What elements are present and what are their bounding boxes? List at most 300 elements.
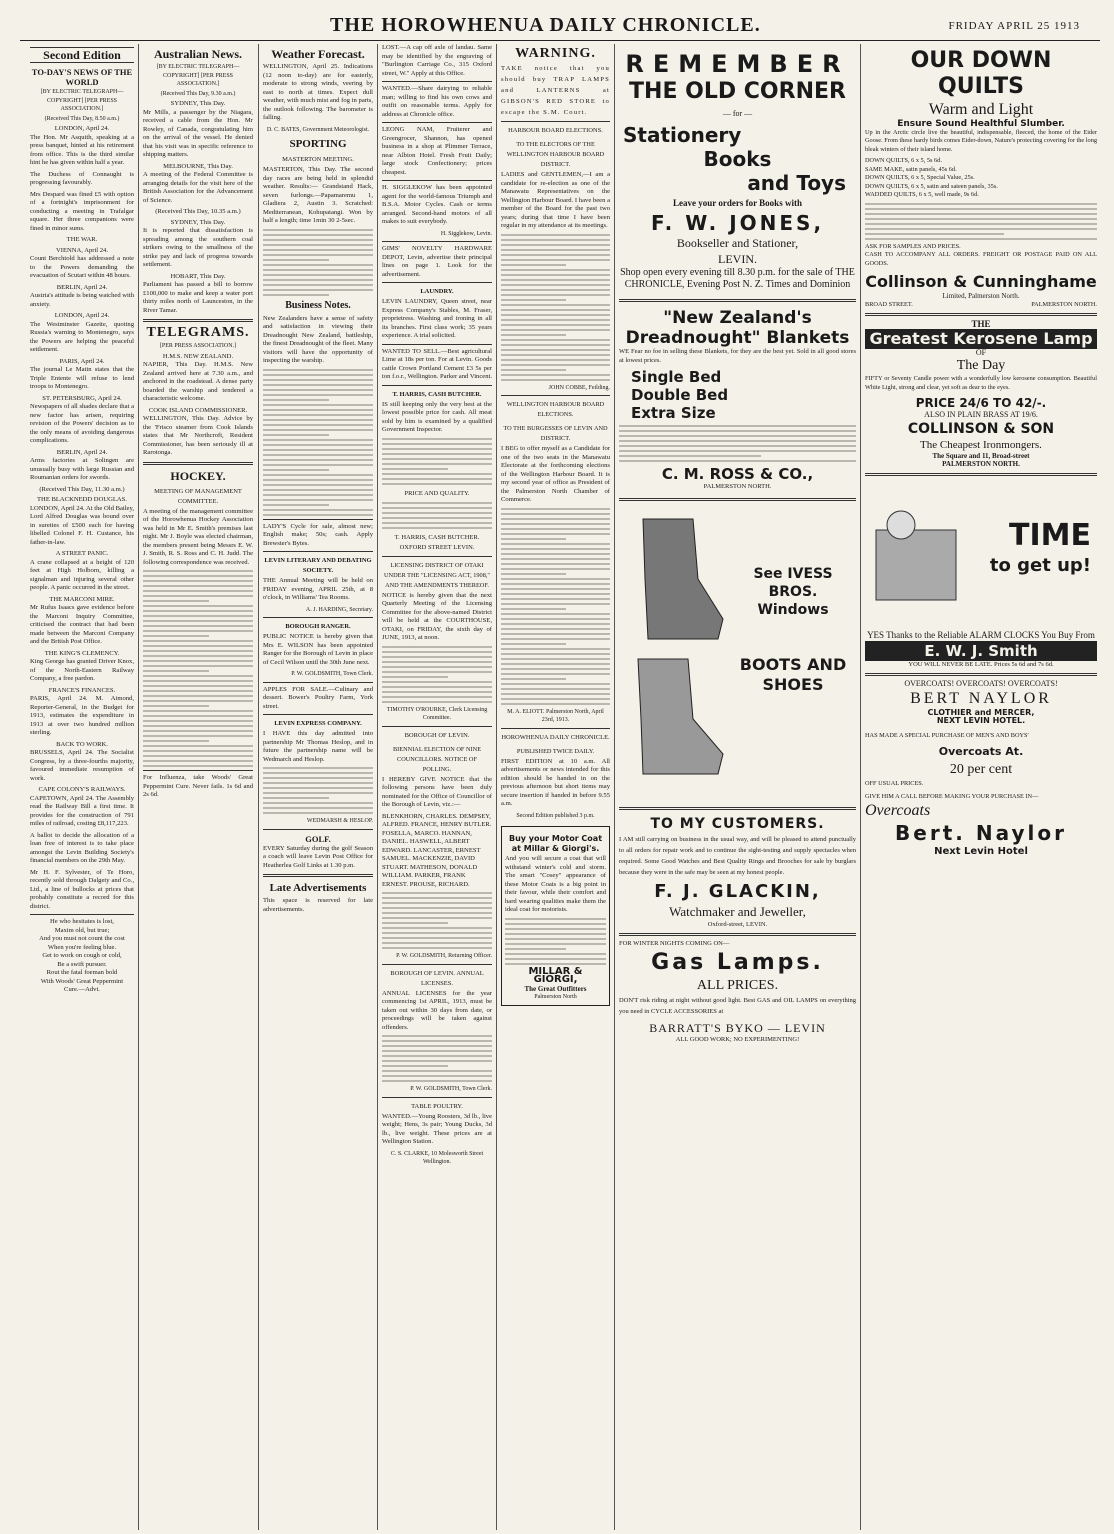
text-line-placeholder xyxy=(501,364,610,366)
text-line-placeholder xyxy=(501,683,610,685)
text-line-placeholder xyxy=(143,745,253,747)
text-line-placeholder xyxy=(143,720,253,722)
text-line-placeholder xyxy=(382,671,492,673)
borough-body: I HEREBY GIVE NOTICE that the following persons have been duly nominated for the Office of Councillor of the Borough of Levin, viz.:— xyxy=(382,775,492,808)
text-line-placeholder xyxy=(501,608,566,610)
laundry-body: LEVIN LAUNDRY, Queen street, near Express Company's Stables, M. Fraser, proprietress. Washing and ironing in all its branches. First class work; 35 years experience. A trial solicited. xyxy=(382,298,492,339)
text-line-placeholder xyxy=(263,424,373,426)
text-line-placeholder xyxy=(501,244,610,246)
text-line-placeholder xyxy=(263,449,373,451)
text-line-placeholder xyxy=(382,448,492,450)
the-day-label: The Day xyxy=(956,358,1006,373)
poem-line: He who hesitates is lost, xyxy=(50,918,114,925)
text-line-placeholder xyxy=(382,527,492,529)
single-bed-label: Single Bed xyxy=(631,368,722,386)
clothier-label: CLOTHIER and MERCER, xyxy=(927,707,1035,717)
text-line-placeholder xyxy=(501,513,610,515)
harbour2-heading: WELLINGTON HARBOUR BOARD ELECTIONS. xyxy=(506,401,605,418)
text-line-placeholder xyxy=(382,468,448,470)
item-dateline: SYDNEY, This Day. xyxy=(170,218,226,226)
text-line-placeholder xyxy=(143,755,253,757)
text-line-placeholder xyxy=(501,543,610,545)
text-line-placeholder xyxy=(263,269,373,271)
text-line-placeholder xyxy=(263,284,373,286)
text-line-placeholder xyxy=(501,623,610,625)
leave-orders: Leave your orders for Books with xyxy=(673,197,802,208)
text-line-placeholder xyxy=(143,705,209,707)
harbour2-body: I BEG to offer myself as a Candidate for one of the two seats in the Manawatu Electorate at the forthcoming elections of the Wellington Harbour Board. It is my second year of office as President of the Palmerston North Chamber of Commerce. xyxy=(501,445,610,503)
text-line-placeholder xyxy=(263,234,373,236)
warning-heading: WARNING. xyxy=(515,46,596,61)
blankets-heading: "New Zealand's Dreadnought" Blankets xyxy=(625,308,850,348)
text-line-placeholder xyxy=(505,963,606,965)
item-dateline: LONDON, April 24. xyxy=(54,312,110,319)
text-line-placeholder xyxy=(143,635,209,637)
quilt-price-line: DOWN QUILTS, 6 x 5, 5s 6d. xyxy=(865,157,942,164)
text-line-placeholder xyxy=(382,701,492,703)
apples-advert: APPLES FOR SALE.—Culinary and dessert. Bower's Poultry Farm, York street. xyxy=(263,685,373,710)
overcoats-at: Overcoats At. xyxy=(938,745,1024,758)
item-body: Mr Rufus Isaacs gave evidence before the Marconi Inquiry Committee, criticised the contract that had been made between the Marconi Company and the British Post Office. xyxy=(30,604,134,645)
item-body: CAPETOWN, April 24. The Assembly read the Railway Bill a first time. It provides for the construction of 791 miles of railroad, costing £8,117,223. xyxy=(30,794,134,827)
text-line-placeholder xyxy=(501,558,610,560)
column-rule xyxy=(258,44,259,1530)
column-rule xyxy=(496,44,497,1530)
jones-name: F. W. JONES, xyxy=(650,211,825,235)
weather-heading: Weather Forecast. xyxy=(271,47,365,61)
boots-advert xyxy=(619,505,856,803)
purchase-label: HAS MADE A SPECIAL PURCHASE OF MEN'S AND BOYS' xyxy=(865,731,1029,739)
text-line-placeholder xyxy=(263,459,373,461)
text-line-placeholder xyxy=(501,379,610,381)
sigglekow-signature: H. Sigglekow, Levin. xyxy=(440,230,492,237)
text-line-placeholder xyxy=(143,750,253,752)
licensing-heading: LICENSING DISTRICT OF OTAKI UNDER THE "LICENSING ACT, 1908," AND THE AMENDMENTS THEREOF. xyxy=(383,561,490,589)
text-filler xyxy=(263,369,373,516)
ensure-slumber: Ensure Sound Healthful Slumber. xyxy=(897,119,1065,129)
byline: [BY ELECTRIC TELEGRAPH—COPYRIGHT] [PER PRESS ASSOCIATION.] xyxy=(156,64,240,87)
golf-body: EVERY Saturday during the golf Season a coach will leave Levin Post Office for Heatherlea Golf Links at 1.30 p.m. xyxy=(263,844,373,869)
business-heading: Business Notes. xyxy=(285,299,351,311)
item-dateline: LONDON, April 24. xyxy=(54,125,110,132)
text-line-placeholder xyxy=(501,349,610,351)
text-line-placeholder xyxy=(263,777,373,779)
chronicle-body: FIRST EDITION at 10 a.m. All advertisements or news intended for this edition should be handed in on the previous afternoon but short items may secure insertion if handed in before 9.55 a.m. xyxy=(501,757,610,807)
byline: [BY ELECTRIC TELEGRAPH—COPYRIGHT] [PER PRESS ASSOCIATION.] xyxy=(40,89,124,112)
text-line-placeholder xyxy=(382,917,492,919)
poem-line: Cure.—Advt. xyxy=(64,986,100,993)
never-late: YOU WILL NEVER BE LATE. Prices 5s 6d and 7s 6d. xyxy=(908,660,1054,668)
item-body: Mr H. F. Sylvester, of Te Horo, recently sold through Dalgety and Co., Ltd., a line of bullocks at prices that probably constitute a record for this district. xyxy=(30,868,134,910)
item-body: A meeting of the Federal Committee is arranging details for the visit here of the British Association for the Advancement of Science. xyxy=(143,171,253,204)
text-line-placeholder xyxy=(143,715,253,717)
text-line-placeholder xyxy=(505,933,606,935)
of-label: OF xyxy=(975,347,987,357)
column-rule xyxy=(377,44,378,1530)
text-line-placeholder xyxy=(382,512,492,514)
text-line-placeholder xyxy=(382,661,492,663)
text-filler xyxy=(382,502,492,529)
text-line-placeholder xyxy=(263,414,373,416)
price-quality: PRICE AND QUALITY. xyxy=(404,489,470,497)
square-address: The Square and 11, Broad-street xyxy=(932,451,1030,460)
samples-label: ASK FOR SAMPLES AND PRICES. xyxy=(865,242,961,250)
text-line-placeholder xyxy=(263,474,373,476)
item-dateline: HOBART, This Day. xyxy=(170,272,226,280)
leong-nam-advert: LEONG NAM, Fruiterer and Greengrocer, Shannon, has opened business in a shop at Plimmer Terrace, near Albion Hotel. Fresh Fruit Daily; large stock Confectionery; prices cheapest. xyxy=(382,126,492,176)
item-dateline: CAPE COLONY'S RAILWAYS. xyxy=(38,786,126,793)
text-line-placeholder xyxy=(143,600,209,602)
item-body: A ballot to decide the allocation of a loan free of interest is to take place amongst the Levin Building Society's financial members on the 29th May. xyxy=(30,831,134,864)
text-line-placeholder xyxy=(263,249,373,251)
annual-body: ANNUAL LICENSES for the year commencing 1st APRIL, 1913, must be taken out within 30 days from date, or proceedings will be taken against offenders. xyxy=(382,989,492,1031)
text-line-placeholder xyxy=(143,765,253,767)
text-line-placeholder xyxy=(382,1035,492,1037)
item-body: The Hon. Mr Asquith, speaking at a press banquet, hinted at his retirement from office. This is the third similar hint he has given within half a year. xyxy=(30,133,134,166)
glackin-place: Oxford-street, LEVIN. xyxy=(707,920,768,928)
text-line-placeholder xyxy=(501,264,566,266)
jones-sub: Bookseller and Stationer, xyxy=(676,236,799,250)
item-body: The Duchess of Connaught is progressing favourably. xyxy=(30,170,134,186)
text-line-placeholder xyxy=(382,902,492,904)
text-line-placeholder xyxy=(143,650,253,652)
text-line-placeholder xyxy=(382,483,492,485)
text-line-placeholder xyxy=(263,429,373,431)
text-line-placeholder xyxy=(501,254,610,256)
text-line-placeholder xyxy=(505,958,606,960)
business-body: New Zealanders have a sense of safety and satisfaction in viewing their Dreadnought New Zealand, battleship, the finest Dreadnought of the fleet. Many visitors will have the opportunity of inspecting the warship. xyxy=(263,314,373,364)
text-line-placeholder xyxy=(501,369,566,371)
text-line-placeholder xyxy=(865,218,1097,220)
poultry-heading: TABLE POULTRY. xyxy=(411,1102,463,1110)
text-filler xyxy=(382,646,492,703)
text-line-placeholder xyxy=(143,570,253,572)
column-rule xyxy=(860,44,861,1530)
text-line-placeholder xyxy=(865,208,1097,210)
text-line-placeholder xyxy=(143,640,253,642)
news-items xyxy=(143,100,253,315)
column-rule xyxy=(138,44,139,1530)
poem-line: Rout the fatal foeman bold xyxy=(46,969,118,976)
text-line-placeholder xyxy=(501,289,610,291)
gas-body: DON'T risk riding at night without good light. Best GAS and OIL LAMPS on everything you need in CYCLE ACCESSORIES at xyxy=(619,996,856,1015)
column-right-advertisements xyxy=(865,44,1097,1530)
text-line-placeholder xyxy=(501,344,610,346)
warm-light: Warm and Light xyxy=(928,101,1034,118)
text-line-placeholder xyxy=(143,725,253,727)
item-body: Newspapers of all shades declare that a new factor has arisen, requiring revision of the Powers' decision as to the only means of avoiding dangerous complications. xyxy=(30,403,134,444)
text-line-placeholder xyxy=(865,203,1097,205)
text-line-placeholder xyxy=(263,479,373,481)
text-line-placeholder xyxy=(263,374,373,376)
text-line-placeholder xyxy=(501,693,610,695)
item-body: BRUSSELS, April 24. The Socialist Congress, by a three-fourths majority, favoured immediate resumption of work. xyxy=(30,749,134,782)
brass-price: ALSO IN PLAIN BRASS AT 19/6. xyxy=(924,410,1038,419)
issue-date: FRIDAY APRIL 25 1913 xyxy=(948,20,1080,32)
item-body: Mr Mills, a passenger by the Niagara, received a cable from the Hon. Mr Rowley, of Canada, congratulating him on the arrival of the vessel. He denied that his visit was in specific reference to shipping matters. xyxy=(143,108,253,158)
text-line-placeholder xyxy=(501,583,610,585)
text-line-placeholder xyxy=(263,399,329,401)
text-line-placeholder xyxy=(501,703,610,705)
levin-label: LEVIN. xyxy=(718,252,757,266)
byline: [PER PRESS ASSOCIATION.] xyxy=(159,343,237,349)
australian-news-heading: Australian News. xyxy=(153,47,242,61)
quilt-price-line: SAME MAKE, satin panels, 45s 6d. xyxy=(865,165,957,173)
gims-advert: GIMS' NOVELTY HARDWARE DEPOT, Levin, advertise their principal lines on page 1. Look for the advertisement. xyxy=(382,245,492,278)
advert-poem xyxy=(30,918,134,995)
item-body: The journal Le Matin states that the Triple Entente will refuse to lend troops to Montenegro. xyxy=(30,366,134,390)
text-line-placeholder xyxy=(382,1045,492,1047)
item-dateline: BACK TO WORK. xyxy=(56,740,108,748)
text-line-placeholder xyxy=(382,892,492,894)
text-line-placeholder xyxy=(263,404,373,406)
text-line-placeholder xyxy=(382,912,492,914)
extra-size-row xyxy=(619,404,856,422)
harris-heading: T. HARRIS, CASH BUTCHER. xyxy=(392,390,482,398)
text-line-placeholder xyxy=(263,379,373,381)
ranger-body: PUBLIC NOTICE is hereby given that Mrs E. WILSON has been appointed Ranger for the Borough of Levin in place of Cecil Wilson until the 30th June next. xyxy=(263,633,373,666)
text-line-placeholder xyxy=(501,319,610,321)
text-line-placeholder xyxy=(263,514,373,516)
text-line-placeholder xyxy=(501,294,610,296)
text-line-placeholder xyxy=(143,630,253,632)
item-dateline: ST. PETERSBURG, April 24. xyxy=(42,394,122,402)
text-line-placeholder xyxy=(263,274,373,276)
ranger-signature: P. W. GOLDSMITH, Town Clerk. xyxy=(291,671,373,677)
millar-giorgi-name: MILLAR & GIORGI, xyxy=(528,965,583,985)
barratt-name: BARRATT'S BYKO — LEVIN xyxy=(649,1020,826,1035)
text-filler xyxy=(263,767,373,814)
text-line-placeholder xyxy=(382,458,492,460)
ladys-cycle-advert: LADY'S Cycle for sale, almost new; English make; 50s; cash. Apply Brewster's Bytes. xyxy=(263,522,373,547)
remember-heading: REMEMBER xyxy=(625,50,850,78)
text-line-placeholder xyxy=(143,605,253,607)
poem-line: With Woods' Great Peppermint xyxy=(40,977,124,985)
item-dateline: H.M.S. NEW ZEALAND. xyxy=(162,352,234,360)
newspaper-title: THE HOROWHENUA DAILY CHRONICLE. xyxy=(330,14,761,36)
text-line-placeholder xyxy=(501,688,610,690)
text-line-placeholder xyxy=(501,309,610,311)
next-levin-hotel: Next Levin Hotel xyxy=(934,846,1028,857)
overcoats-banner: OVERCOATS! OVERCOATS! OVERCOATS! xyxy=(904,679,1058,688)
text-line-placeholder xyxy=(501,548,610,550)
text-line-placeholder xyxy=(382,947,492,949)
boots-heading: BOOTS AND SHOES xyxy=(739,654,847,694)
text-line-placeholder xyxy=(505,943,606,945)
text-line-placeholder xyxy=(382,1080,492,1082)
text-line-placeholder xyxy=(143,620,253,622)
hockey-heading: HOCKEY. xyxy=(170,468,226,483)
text-line-placeholder xyxy=(501,279,610,281)
poultry-signature: C. S. CLARKE, 10 Molesworth Street Wellington. xyxy=(390,1150,484,1165)
for-label: — for — xyxy=(722,109,753,118)
text-line-placeholder xyxy=(263,384,373,386)
poultry-body: WANTED.—Young Roosters, 3d lb., live weight; Hens, 3s pair; Young Ducks, 3d lb., live weight. These prices are at Wellington Station. xyxy=(382,1112,492,1145)
harris-footer: T. HARRIS, CASH BUTCHER. OXFORD STREET LEVIN. xyxy=(394,533,480,551)
text-line-placeholder xyxy=(865,223,1097,225)
warning-body: TAKE notice that you should buy TRAP LAMPS and LANTERNS at GIBSON'S RED STORE to escape the S.M. Court. xyxy=(501,65,610,116)
chronicle-heading: HOROWHENUA DAILY CHRONICLE. xyxy=(501,733,610,741)
palmerston-north-2: PALMERSTON NORTH. xyxy=(942,460,1020,468)
text-line-placeholder xyxy=(263,807,373,809)
text-line-placeholder xyxy=(865,238,1097,240)
text-line-placeholder xyxy=(263,444,373,446)
text-line-placeholder xyxy=(263,439,373,441)
collinson-sub: Limited, Palmerston North. xyxy=(942,292,1020,300)
item-dateline: PARIS, April 24. xyxy=(59,357,105,365)
item-dateline: MELBOURNE, This Day. xyxy=(163,162,233,170)
cash-label: CASH TO ACCOMPANY ALL ORDERS. FREIGHT OR POSTAGE PAID ON ALL GOODS. xyxy=(865,251,1097,267)
text-line-placeholder xyxy=(382,691,492,693)
text-line-placeholder xyxy=(143,645,253,647)
boots-illustration xyxy=(623,509,733,799)
collinson-son: COLLINSON & SON xyxy=(907,420,1055,437)
text-line-placeholder xyxy=(143,760,253,762)
text-line-placeholder xyxy=(501,648,610,650)
text-line-placeholder xyxy=(501,628,610,630)
quilt-price-line: DOWN QUILTS, 6 x 5, Special Value, 25s. xyxy=(865,174,975,181)
received-time: (Received This Day, 9.30 a.m.) xyxy=(160,90,236,97)
literary-heading: LEVIN LITERARY AND DEBATING SOCIETY. xyxy=(264,557,372,574)
text-line-placeholder xyxy=(505,953,606,955)
text-line-placeholder xyxy=(382,507,492,509)
quilts-heading: OUR DOWN QUILTS xyxy=(910,48,1052,99)
text-line-placeholder xyxy=(382,897,492,899)
column-notices xyxy=(501,44,610,1530)
text-line-placeholder xyxy=(505,928,606,930)
text-line-placeholder xyxy=(501,678,566,680)
text-line-placeholder xyxy=(501,563,610,565)
nominees-list: BLENKHORN, CHARLES. DEMPSEY, ALFRED. FRANCE, HENRY BUTLER. FOSELLA, MARCO. HANNAN, DANIEL. HASWELL, ALBERT EDWARD. LANCASTER, ERNEST SAMUEL. MACKENZIE, DAVID STUART. MATHESON, DONALD WILLIAM. PARKER, FRANK ERNEST. PROUSE, RICHARD. xyxy=(382,812,492,888)
text-filler xyxy=(501,508,610,705)
poem-line: And you must not count the cost xyxy=(39,935,125,942)
harbour-signature: JOHN COBBE, Feilding. xyxy=(548,384,610,391)
late-advertisements-body: This space is reserved for late advertisements. xyxy=(263,897,373,913)
annual-signature: P. W. GOLDSMITH, Town Clerk. xyxy=(410,1086,492,1092)
item-dateline: COOK ISLAND COMMISSIONER. xyxy=(148,406,248,414)
text-filler xyxy=(382,892,492,949)
text-line-placeholder xyxy=(501,668,610,670)
text-line-placeholder xyxy=(501,528,610,530)
text-line-placeholder xyxy=(619,445,856,447)
harbour-body: LADIES and GENTLEMEN,—I am a candidate for re-election as one of the Manawatu Representatives on the Wellington Harbour Board. I have been a member of the Board for the past two years; during that time I have been regular in my attendance at its meetings. xyxy=(501,171,610,229)
text-line-placeholder xyxy=(382,686,492,688)
kerosene-body: FIFTY or Seventy Candle power with a wonderfully low kerosene consumption. Beautiful White Light, strong and clear, yet soft as dear to the eyes. xyxy=(865,375,1097,391)
kerosene-heading: Greatest Kerosene Lamp xyxy=(865,329,1097,349)
text-line-placeholder xyxy=(505,918,606,920)
poem-line: Be a swift pursuer. xyxy=(57,960,107,968)
get-up-heading: to get up! xyxy=(989,554,1091,576)
weather-signature: D. C. BATES, Government Meteorologist. xyxy=(266,126,370,133)
text-line-placeholder xyxy=(501,314,610,316)
ranger-heading: BOROUGH RANGER. xyxy=(285,623,351,630)
item-dateline: THE WAR. xyxy=(66,236,98,243)
text-line-placeholder xyxy=(382,927,492,929)
annual-heading: BOROUGH OF LEVIN. ANNUAL LICENSES. xyxy=(390,969,484,987)
text-line-placeholder xyxy=(263,239,373,241)
text-line-placeholder xyxy=(619,455,761,457)
text-line-placeholder xyxy=(382,676,448,678)
text-line-placeholder xyxy=(501,259,610,261)
text-line-placeholder xyxy=(501,663,610,665)
text-line-placeholder xyxy=(382,1065,448,1067)
item-dateline: A STREET PANIC. xyxy=(55,550,109,557)
text-filler xyxy=(619,425,856,462)
borough-heading: BOROUGH OF LEVIN. xyxy=(404,731,470,739)
smith-name: E. W. J. Smith xyxy=(865,641,1097,661)
weather-body: WELLINGTON, April 25. Indications (12 noon to-day) are for easterly, moderate to strong winds, veering by east to north at times. Expect dull weather, with much mist and fog in parts, the outlook following. The barometer is falling. xyxy=(263,63,373,121)
column-advertisements xyxy=(619,44,856,1530)
text-line-placeholder xyxy=(505,948,566,950)
motor-coat-advert xyxy=(501,826,610,1006)
next-hotel-label: NEXT LEVIN HOTEL. xyxy=(936,716,1026,725)
collinson-heading: Collinson & Cunninghame xyxy=(865,272,1097,291)
text-filler xyxy=(143,570,253,767)
good-work: ALL GOOD WORK; NO EXPERIMENTING! xyxy=(675,1035,800,1043)
licensing-body: NOTICE is hereby given that the next Quarterly Meeting of the Licensing Committee for the above-named District will be held at the COURTHOUSE, OTAKI, on FRIDAY, the sixth day of JUNE, 1913, at noon. xyxy=(382,591,492,641)
text-line-placeholder xyxy=(263,797,329,799)
text-line-placeholder xyxy=(501,613,610,615)
text-line-placeholder xyxy=(143,690,253,692)
all-prices: ALL PRICES. xyxy=(696,977,779,993)
text-line-placeholder xyxy=(501,523,610,525)
text-line-placeholder xyxy=(263,279,373,281)
text-line-placeholder xyxy=(501,299,566,301)
text-line-placeholder xyxy=(263,289,373,291)
text-line-placeholder xyxy=(382,443,492,445)
express-body: I HAVE this day admitted into partnership Mr Thomas Heslop, and in future the partnership name will be Wedmarch and Heslop. xyxy=(263,730,373,763)
text-line-placeholder xyxy=(143,610,253,612)
poem-line: Maxim old, but true; xyxy=(54,926,110,934)
text-line-placeholder xyxy=(382,681,492,683)
text-line-placeholder xyxy=(143,665,253,667)
text-line-placeholder xyxy=(865,228,1097,230)
text-line-placeholder xyxy=(263,469,329,471)
laundry-heading: LAUNDRY. xyxy=(420,288,454,295)
off-usual: OFF USUAL PRICES. xyxy=(865,780,924,787)
text-line-placeholder xyxy=(501,354,610,356)
text-line-placeholder xyxy=(143,680,253,682)
text-line-placeholder xyxy=(501,603,610,605)
text-line-placeholder xyxy=(382,696,492,698)
stationery-heading: Stationery xyxy=(623,122,742,147)
column-rule xyxy=(614,44,615,1530)
text-line-placeholder xyxy=(501,653,610,655)
text-line-placeholder xyxy=(501,658,610,660)
text-line-placeholder xyxy=(382,1070,492,1072)
item-dateline: THE MARCONI MIRE. xyxy=(49,595,115,603)
text-line-placeholder xyxy=(382,453,492,455)
double-bed-label: Double Bed xyxy=(631,386,729,404)
text-filler xyxy=(501,234,610,381)
text-line-placeholder xyxy=(619,450,856,452)
text-line-placeholder xyxy=(501,633,610,635)
text-line-placeholder xyxy=(501,239,610,241)
item-body: PARIS, April 24. M. Aimond, Reporter-General, in the Budget for 1913, estimates the expenditure in 1913 at over two hundred million sterling. xyxy=(30,695,134,736)
wanted-dairying-advert: WANTED.—Share dairying to reliable man; willing to find his own cows and outfit on reasonable terms. Apply for address at Chronicle office. xyxy=(382,85,492,118)
millar-giorgi-sub: The Great Outfitters xyxy=(524,984,587,993)
text-line-placeholder xyxy=(263,812,373,814)
chronicle-subheading: PUBLISHED TWICE DAILY. xyxy=(516,747,595,755)
text-line-placeholder xyxy=(501,334,566,336)
golf-heading: GOLF. xyxy=(305,833,331,844)
winter-label: FOR WINTER NIGHTS COMING ON— xyxy=(619,940,730,947)
text-line-placeholder xyxy=(263,484,373,486)
the-label: THE xyxy=(971,319,991,329)
text-line-placeholder xyxy=(501,324,610,326)
quilt-price-line: DOWN QUILTS, 6 x 5, satin and sateen panels, 35s. xyxy=(865,182,998,190)
wanted-sell-advert: WANTED TO SELL.—Best agricultural Lime at 18s per ton. For at Levin. Goods cattle Crown Portland Cement £3 5s per ton f.o.r., Wellington. Parker and Vincent. xyxy=(382,347,492,380)
